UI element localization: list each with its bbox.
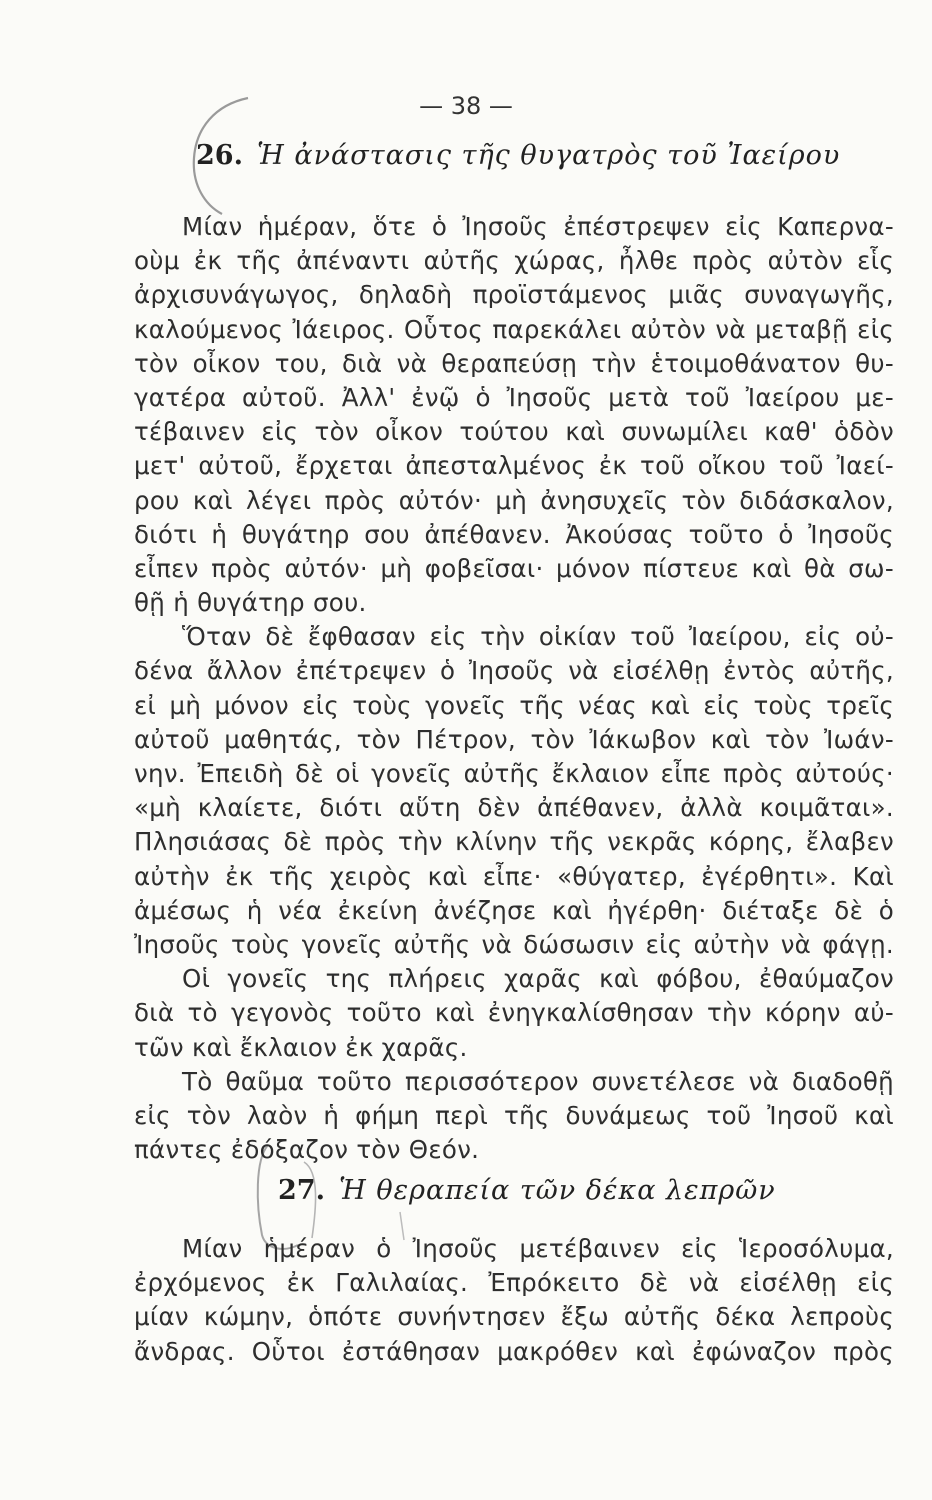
section-number: 26. — [196, 140, 243, 171]
text-line: Μίαν ἡμέραν ὁ Ἰησοῦς μετέβαινεν εἰς Ἱεροσόλυμα, — [182, 1234, 894, 1263]
text-line: γατέρα αὐτοῦ. Ἀλλ' ἐνῷ ὁ Ἰησοῦς μετὰ τοῦ Ἰαείρου με- — [134, 382, 894, 412]
text-line: Μίαν ἡμέραν, ὅτε ὁ Ἰησοῦς ἐπέστρεψεν εἰς Καπερνα- — [182, 212, 894, 241]
section-heading-26 — [196, 140, 840, 171]
text-line: τὸν οἶκον του, διὰ νὰ θεραπεύσῃ τὴν ἑτοιμοθάνατον θυ- — [134, 348, 894, 378]
text-line: Πλησιάσας δὲ πρὸς τὴν κλίνην τῆς νεκρᾶς κόρης, ἔλαβεν — [134, 827, 894, 857]
text-line: ἀμέσως ἡ νέα ἐκείνη ἀνέζησε καὶ ἠγέρθη· διέταξε δὲ ὁ — [134, 895, 894, 925]
text-line: Τὸ θαῦμα τοῦτο περισσότερον συνετέλεσε νὰ διαδοθῇ — [182, 1066, 894, 1096]
text-line: καλούμενος Ἰάειρος. Οὗτος παρεκάλει αὐτὸν νὰ μεταβῇ εἰς — [134, 314, 894, 344]
text-line: μίαν κώμην, ὁπότε συνήντησεν ἔξω αὐτῆς δέκα λεπροὺς — [134, 1302, 894, 1332]
text-line: τῶν καὶ ἔκλαιον ἐκ χαρᾶς. — [134, 1032, 468, 1062]
section-body-26 — [134, 210, 894, 1167]
text-line: πάντες ἐδόξαζον τὸν Θεόν. — [134, 1135, 480, 1165]
text-line: αὐτὴν ἐκ τῆς χειρὸς καὶ εἶπε· «θύγατερ, ἐγέρθητι». Καὶ — [134, 861, 894, 891]
text-line: Ἰησοῦς τοὺς γονεῖς αὐτῆς νὰ δώσωσιν εἰς αὐτὴν νὰ φάγῃ. — [134, 929, 894, 959]
section-heading-27 — [278, 1175, 776, 1206]
section-title: Ἡ θεραπεία τῶν δέκα λεπρῶν — [338, 1175, 776, 1206]
text-line: ἐρχόμενος ἐκ Γαλιλαίας. Ἐπρόκειτο δὲ νὰ εἰσέλθῃ εἰς — [134, 1268, 894, 1298]
text-line: μετ' αὐτοῦ, ἔρχεται ἀπεσταλμένος ἐκ τοῦ οἴκου τοῦ Ἰαεί- — [134, 451, 894, 481]
text-line: ἄνδρας. Οὗτοι ἐστάθησαν μακρόθεν καὶ ἐφώναζον πρὸς — [134, 1336, 894, 1366]
text-line: αὐτοῦ μαθητάς, τὸν Πέτρον, τὸν Ἰάκωβον καὶ τὸν Ἰωάν- — [134, 724, 894, 754]
section-title: Ἡ ἀνάστασις τῆς θυγατρὸς τοῦ Ἰαείρου — [256, 140, 841, 171]
text-line: Οἱ γονεῖς της πλήρεις χαρᾶς καὶ φόβου, ἐθαύμαζον — [182, 964, 894, 994]
text-line: ἀρχισυνάγωγος, δηλαδὴ προϊστάμενος μιᾶς συναγωγῆς, — [134, 280, 894, 310]
text-line: θῇ ἡ θυγάτηρ σου. — [134, 588, 367, 618]
text-line: ρου καὶ λέγει πρὸς αὐτόν· μὴ ἀνησυχεῖς τὸν διδάσκαλον, — [134, 485, 894, 515]
page-number: — 38 — — [419, 92, 513, 120]
text-line: διότι ἡ θυγάτηρ σου ἀπέθανεν. Ἀκούσας τοῦτο ὁ Ἰησοῦς — [134, 519, 894, 549]
text-line: εἰς τὸν λαὸν ἡ φήμη περὶ τῆς δυνάμεως τοῦ Ἰησοῦ καὶ — [134, 1100, 894, 1130]
text-line: διὰ τὸ γεγονὸς τοῦτο καὶ ἐνηγκαλίσθησαν τὴν κόρην αὐ- — [134, 998, 894, 1028]
text-line: Ὅταν δὲ ἔφθασαν εἰς τὴν οἰκίαν τοῦ Ἰαείρου, εἰς οὐ- — [182, 622, 894, 652]
section-body-27 — [134, 1232, 894, 1369]
text-line: εἶπεν πρὸς αὐτόν· μὴ φοβεῖσαι· μόνον πίστευε καὶ θὰ σω- — [134, 553, 894, 583]
text-line: νην. Ἐπειδὴ δὲ οἱ γονεῖς αὐτῆς ἔκλαιον εἶπε πρὸς αὐτούς· — [134, 759, 894, 788]
text-line: τέβαινεν εἰς τὸν οἶκον τούτου καὶ συνωμίλει καθ' ὁδὸν — [134, 417, 894, 447]
section-number: 27. — [278, 1175, 325, 1206]
text-line: οὺμ ἐκ τῆς ἀπέναντι αὐτῆς χώρας, ἦλθε πρὸς αὐτὸν εἷς — [134, 246, 894, 276]
text-line: «μὴ κλαίετε, διότι αὕτη δὲν ἀπέθανεν, ἀλλὰ κοιμᾶται». — [134, 793, 894, 823]
text-line: δένα ἄλλον ἐπέτρεψεν ὁ Ἰησοῦς νὰ εἰσέλθῃ ἐντὸς αὐτῆς, — [134, 656, 894, 686]
text-line: εἰ μὴ μόνον εἰς τοὺς γονεῖς τῆς νέας καὶ εἰς τοὺς τρεῖς — [134, 690, 894, 720]
